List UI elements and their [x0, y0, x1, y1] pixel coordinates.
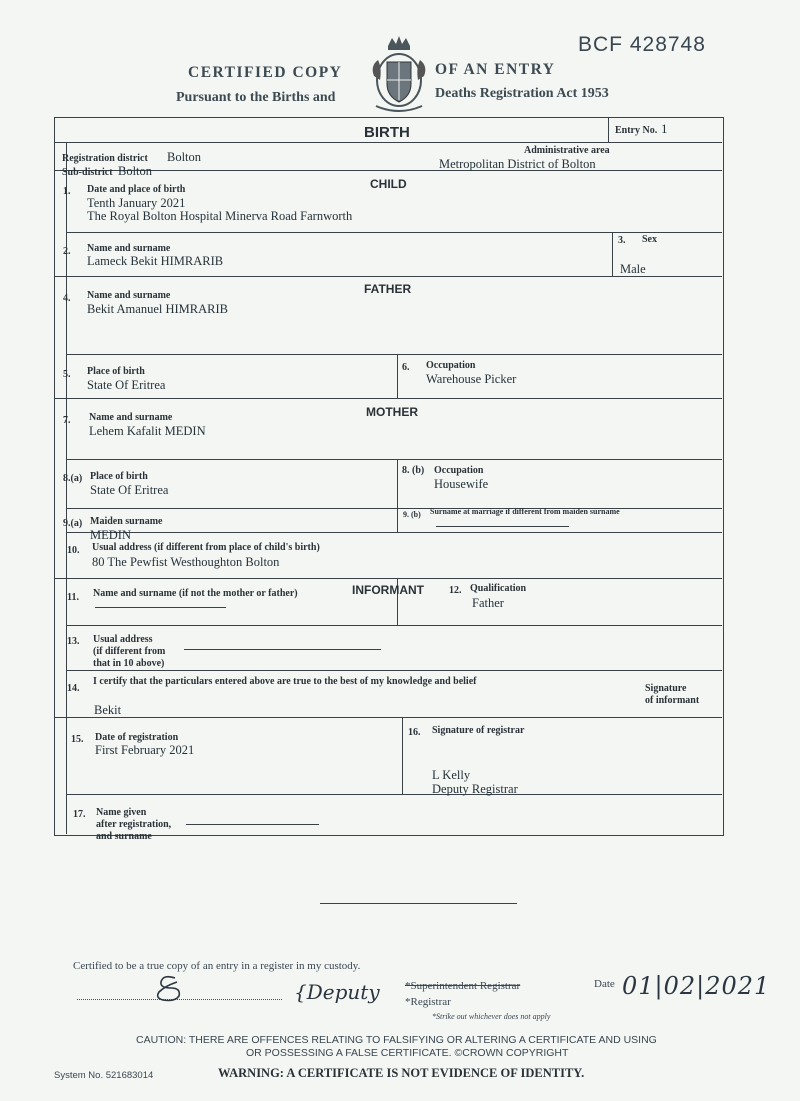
informant-name-label: Name and surname (if not the mother or father) — [93, 588, 298, 599]
subtitle-left: Pursuant to the Births and — [176, 90, 336, 105]
informant-address-label-3: that in 10 above) — [93, 658, 165, 669]
birth-place: The Royal Bolton Hospital Minerva Road Farnworth — [87, 209, 353, 223]
marriage-surname-label: Surname at marriage if different from maiden surname — [430, 507, 620, 516]
registration-date-label: Date of registration — [95, 732, 179, 743]
informant-signature: Bekit — [94, 703, 122, 717]
father-name-label: Name and surname — [87, 290, 171, 301]
mother-heading: MOTHER — [366, 405, 418, 419]
father-occupation: Warehouse Picker — [426, 372, 517, 386]
blank-line — [320, 903, 517, 904]
maiden-surname: MEDIN — [90, 528, 131, 542]
name-given-label-2: after registration, — [96, 819, 172, 830]
name-given-label-1: Name given — [96, 807, 147, 818]
qualification: Father — [472, 596, 504, 610]
mother-birthplace: State Of Eritrea — [90, 483, 169, 497]
registrar-signature-label: Signature of registrar — [432, 725, 525, 736]
child-name-label: Name and surname — [87, 243, 171, 254]
informant-address-label-1: Usual address — [93, 634, 153, 645]
reg-district: Bolton — [167, 150, 202, 164]
certify-label: I certify that the particulars entered above are true to the best of my knowledge and belief — [93, 676, 477, 687]
sub-district: Bolton — [118, 164, 153, 178]
father-heading: FATHER — [364, 282, 412, 296]
mother-name: Lehem Kafalit MEDIN — [89, 424, 206, 438]
usual-address: 80 The Pewfist Westhoughton Bolton — [92, 555, 280, 569]
informant-address-label-2: (if different from — [93, 646, 166, 657]
birth-date: Tenth January 2021 — [87, 196, 186, 210]
mother-name-label: Name and surname — [89, 412, 173, 423]
serial-number: BCF 428748 — [578, 33, 706, 56]
date-value: 01|02|2021 — [622, 972, 771, 1000]
date-place-birth-label: Date and place of birth — [87, 184, 186, 195]
system-number: System No. 521683014 — [54, 1070, 154, 1081]
father-occupation-label: Occupation — [426, 360, 476, 371]
registrar-name: L Kelly — [432, 768, 471, 782]
handwritten-deputy: {Deputy — [294, 980, 380, 1004]
father-birthplace-label: Place of birth — [87, 366, 145, 377]
qualification-label: Qualification — [470, 583, 527, 594]
usual-address-label: Usual address (if different from place of child's birth) — [92, 542, 320, 553]
sub-district-label: Sub-district — [62, 167, 113, 178]
mother-occupation-label: Occupation — [434, 465, 484, 476]
certified-text: Certified to be a true copy of an entry in a register in my custody. — [73, 960, 361, 972]
informant-heading: INFORMANT — [352, 583, 424, 597]
entry-no: 1 — [661, 121, 668, 136]
form-title: BIRTH — [364, 124, 410, 141]
entry-no-label: Entry No. — [615, 125, 658, 136]
identity-warning: WARNING: A CERTIFICATE IS NOT EVIDENCE OF IDENTITY. — [218, 1066, 585, 1080]
child-sex: Male — [620, 262, 646, 276]
title-left: CERTIFIED COPY — [188, 64, 343, 81]
mother-occupation: Housewife — [434, 477, 489, 491]
sex-label: Sex — [642, 234, 657, 245]
superintendent-registrar: *Superintendent Registrar — [405, 980, 521, 992]
subtitle-right: Deaths Registration Act 1953 — [435, 86, 609, 101]
signature-label-2: of informant — [645, 695, 700, 706]
mother-birthplace-label: Place of birth — [90, 471, 148, 482]
father-birthplace: State Of Eritrea — [87, 378, 166, 392]
name-given-label-3: and surname — [96, 831, 152, 842]
signature-label-1: Signature — [645, 683, 687, 694]
registrar-title: Deputy Registrar — [432, 782, 518, 796]
admin-area-label: Administrative area — [524, 145, 610, 156]
strike-note: *Strike out whichever does not apply — [432, 1012, 551, 1021]
caution-line-2: OR POSSESSING A FALSE CERTIFICATE. ©CROWN COPYRIGHT — [246, 1047, 569, 1059]
registration-date: First February 2021 — [95, 743, 195, 757]
caution-line-1: CAUTION: THERE ARE OFFENCES RELATING TO FALSIFYING OR ALTERING A CERTIFICATE AND USING — [136, 1034, 657, 1046]
certificate-form — [54, 117, 724, 836]
child-name: Lameck Bekit HIMRARIB — [87, 254, 224, 268]
maiden-surname-label: Maiden surname — [90, 516, 163, 527]
title-right: OF AN ENTRY — [435, 61, 556, 78]
admin-area: Metropolitan District of Bolton — [439, 157, 596, 171]
reg-district-label: Registration district — [62, 153, 148, 164]
royal-crest-icon — [368, 36, 430, 116]
registrar-label: *Registrar — [405, 996, 451, 1008]
handwritten-signature — [145, 972, 195, 1004]
father-name: Bekit Amanuel HIMRARIB — [87, 302, 228, 316]
child-heading: CHILD — [370, 177, 407, 191]
date-label: Date — [594, 978, 615, 990]
